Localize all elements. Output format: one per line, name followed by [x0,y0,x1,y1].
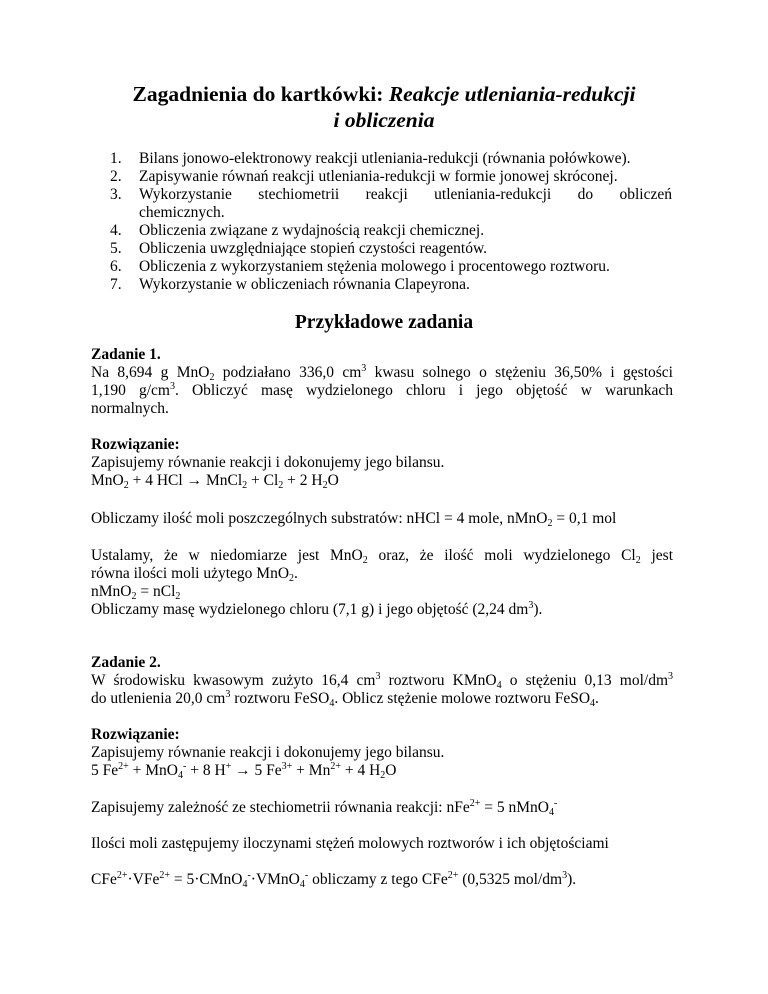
title-italic-line2: i obliczenia [333,108,435,132]
task2-solution-heading: Rozwiązanie: [91,726,180,743]
task2-step1: Zapisujemy równanie reakcji i dokonujemy jego bilansu. [91,744,445,761]
topic-item: 3. Wykorzystanie stechiometrii reakcji utleniania-redukcji do obliczeń chemicznych. [110,186,672,221]
topic-item: 1. Bilans jonowo-elektronowy reakcji utleniania-redukcji (równania połówkowe). [110,150,631,167]
page-title [0,81,768,133]
task2-step2: Zapisujemy zależność ze stechiometrii równania reakcji: nFe$^{2+}$ = 5 nMnO$_4$- [91,798,558,818]
topic-item: 4. Obliczenia związane z wydajnością reakcji chemicznej. [110,222,485,239]
examples-heading: Przykładowe zadania [294,312,474,333]
task1-equation: MnO$_2$ + 4 HCl → MnCl$_2$ + $Cl_2 + 2$ $H_2O$ [91,472,339,491]
arrow-icon: → [235,762,251,779]
task2-step3: Ilości moli zastępujemy iloczynami stężeń molowych roztworów i ich objętościami [91,835,609,852]
topic-item: 5. Obliczenia uwzględniające stopień czystości reagentów. [110,240,488,257]
topic-item: 6. Obliczenia z wykorzystaniem stężenia molowego i procentowego roztworu. [110,258,610,275]
task1-heading: Zadanie 1. [91,346,161,363]
task2-text-line2: do utlenienia 20,0 $cm^3$ roztworu FeSO$_4$. Oblicz stężenie molowe roztworu FeSO$_4$. [91,689,599,709]
task2-text-line1: W środowisku kwasowym zużyto 16,4 $cm^3$ roztworu KMnO$_4$ o stężeniu 0,13 mol/$dm^3$ [91,671,674,691]
task1-text-line3: normalnych. [91,400,169,417]
task2-equation: 5 $Fe^{2+} + MnO_4^- + 8$ H+ → 5 $Fe^{3+} + Mn^{2+} + 4$ $H_2O$ [91,761,397,781]
task1-solution-heading: Rozwiązanie: [91,436,180,453]
title-plain: Zagadnienia do kartkówki: [132,82,389,106]
task1-solution [91,436,673,490]
task1-step1: Zapisujemy równanie reakcji i dokonujemy jego bilansu. [91,454,445,471]
task2-step4: CFe$^{2+}$·VFe$^{2+}$ = 5·CMnO$_4$-·VMnO$_4$- obliczamy z tego CFe$^{2+}$ (0,5325 mol/$dm^3$). [91,870,577,890]
title-italic-line1: Reakcje utleniania-redukcji [388,82,636,106]
arrow-icon: → [186,472,203,489]
task1-step3: Ustalamy, że w niedomiarze jest MnO$_2$ oraz, że ilość moli wydzielonego $Cl_2$ jest równa ilości moli użytego MnO$_2$. nMnO$_2$ = nCl$_2$ Obliczamy masę wydzielonego chloru (7,1 g) i jego objętość (2,24 $dm^3$). [91,547,674,618]
task1-block [91,346,673,418]
topic-item: 2. Zapisywanie równań reakcji utleniania-redukcji w formie jonowej skróconej. [110,168,618,185]
task1-text-line2: 1,190 $g/cm^3$. Obliczyć masę wydzielonego chloru i jego objętość w warunkach [91,381,673,399]
task2-block [91,654,673,708]
task2-heading: Zadanie 2. [91,654,161,671]
task1-text-line1: Na 8,694 g MnO$_2$ podziałano 336,0 $cm^3$ kwasu solnego o stężeniu 36,50% i gęstości [91,363,673,383]
task2-solution [91,726,673,780]
topic-item: 7. Wykorzystanie w obliczeniach równania Clapeyrona. [110,276,470,293]
task1-step2: Obliczamy ilość moli poszczególnych substratów: nHCl = 4 mole, nMnO$_2$ = 0,1 mol [91,510,617,529]
topics-list [110,150,672,294]
